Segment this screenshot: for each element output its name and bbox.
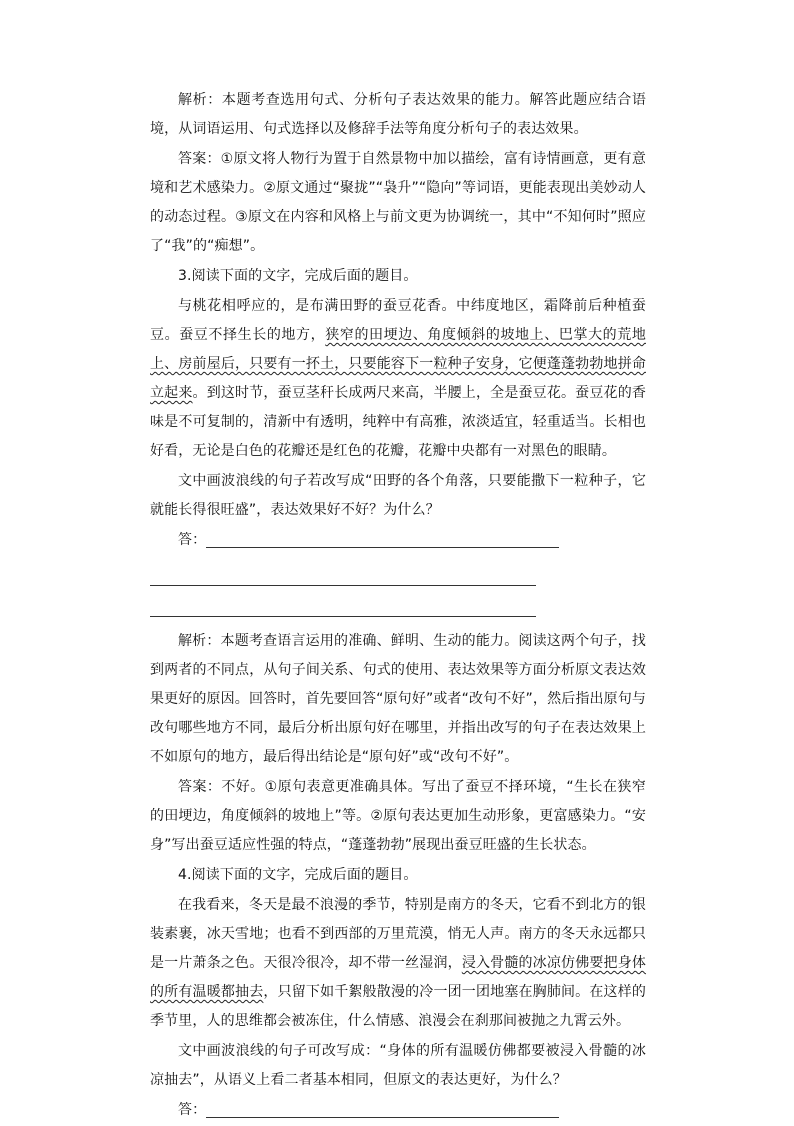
q3-answer: 答案：不好。①原句表意更准确具体。写出了蚕豆不择环境，“生长在狭窄的田埂边，角度倾斜的坡地上”等。②原句表达更加生动形象，更富感染力。“安身”写出蚕豆适应性强的特点，“蓬蓬勃勃”展现出蚕豆旺盛的生长状态。	[150, 779, 646, 853]
q3-passage	[150, 292, 646, 466]
q3-passage-text-before: 与桃花相呼应的，是布满田野的蚕豆花香。中纬度地区，霜降前后种植蚕豆。蚕豆不择生长的地方，	[150, 298, 646, 343]
q3-answer-line-1[interactable]	[206, 529, 559, 548]
q3-answer-line-2[interactable]	[150, 556, 536, 586]
q4-wavy-underlined-sentence: 浸入骨髓的冰凉仿佛要把身体的所有温暖都抽去	[150, 955, 647, 1000]
q4-passage-text-before: 在我看来，冬天是最不浪漫的季节，特别是南方的冬天，它看不到北方的银装素裹，冰天雪地；也看不到西部的万里荒漠，悄无人声。南方的冬天永远都只是一片萧条之色。天很冷很冷，却不带一丝湿润，	[150, 897, 646, 971]
document-body	[150, 86, 646, 1126]
q4-question: 文中画波浪线的句子可改写成：“身体的所有温暖仿佛都要被浸入骨髓的冰凉抽去”，从语义上看二者基本相同，但原文的表达更好，为什么？	[150, 1043, 646, 1088]
q4-passage	[150, 891, 646, 1036]
q2-analysis: 解析：本题考查选用句式、分析句子表达效果的能力。解答此题应结合语境，从词语运用、句式选择以及修辞手法等角度分析句子的表达效果。	[150, 92, 646, 137]
q3-heading: 3.阅读下面的文字，完成后面的题目。	[178, 268, 418, 284]
q3-answer-row	[150, 526, 646, 555]
q4-answer-row	[150, 1096, 646, 1125]
q2-answer: 答案：①原文将人物行为置于自然景物中加以描绘，富有诗情画意，更有意境和艺术感染力。②原文通过“聚拢”“袅升”“隐向”等词语，更能表现出美妙动人的动态过程。③原文在内容和风格上与前文更为协调统一，其中“不知何时”照应了“我”的“痴想”。	[150, 151, 646, 254]
q3-wavy-underlined-sentence: 狭窄的田埂边、角度倾斜的坡地上、巴掌大的荒地上、房前屋后，只要有一抔土，只要能容下一粒种子安身，它便蓬蓬勃勃地拼命立起来	[150, 327, 646, 401]
q3-question: 文中画波浪线的句子若改写成“田野的各个角落，只要能撒下一粒种子，它就能长得很旺盛”，表达效果好不好？为什么？	[150, 473, 646, 518]
q4-answer-prompt: 答：	[178, 1102, 207, 1118]
q4-passage-text-after: ，只留下如千絮般散漫的冷一团一团地塞在胸肺间。在这样的季节里，人的思维都会被冻住，什么情感、浪漫会在刹那间被抛之九霄云外。	[150, 984, 646, 1029]
q4-answer-line-1[interactable]	[206, 1099, 559, 1118]
q3-analysis: 解析：本题考查语言运用的准确、鲜明、生动的能力。阅读这两个句子，找到两者的不同点，从句子间关系、句式的使用、表达效果等方面分析原文表达效果更好的原因。回答时，首先要回答“原句好”或者“改句不好”，然后指出原句与改句哪些地方不同，最后分析出原句好在哪里，并指出改写的句子在表达效果上不如原句的地方，最后得出结论是“原句好”或“改句不好”。	[150, 633, 646, 765]
q3-passage-text-after: 。到这时节，蚕豆茎秆长成两尺来高，半腰上，全是蚕豆花。蚕豆花的香味是不可复制的，清新中有透明，纯粹中有高雅，浓淡适宜，轻重适当。长相也好看，无论是白色的花瓣还是红色的花瓣，花瓣中央都有一对黑色的眼睛。	[150, 385, 646, 459]
q3-answer-prompt: 答：	[178, 532, 207, 548]
q3-answer-line-3[interactable]	[150, 587, 536, 617]
spacer	[150, 618, 646, 627]
q4-heading: 4.阅读下面的文字，完成后面的题目。	[178, 867, 418, 883]
